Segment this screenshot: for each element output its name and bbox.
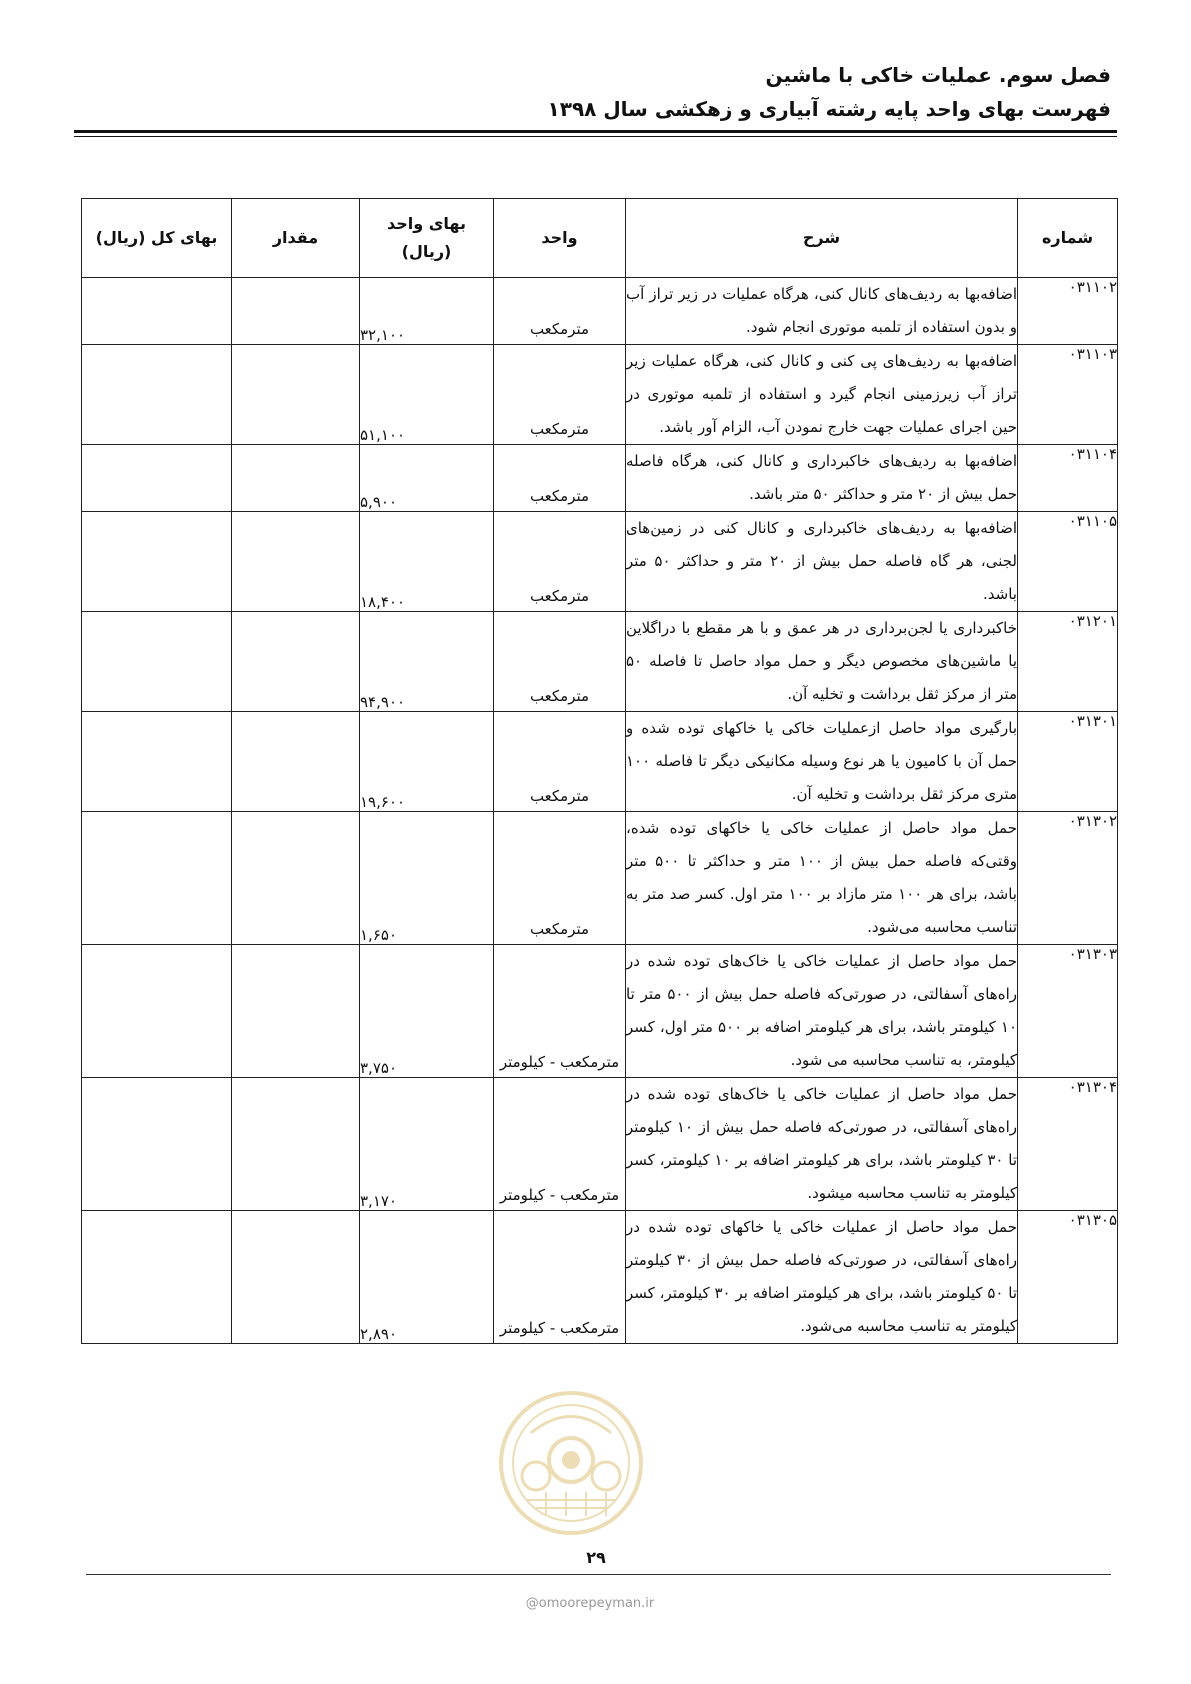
- row-total: [82, 445, 232, 512]
- table-row: [82, 612, 1118, 712]
- row-number: ۰۳۱۳۰۳: [1018, 945, 1118, 1078]
- row-unit-price: ۳,۷۵۰: [360, 945, 494, 1078]
- col-unit-price-header: [360, 199, 494, 278]
- table-row: [82, 1078, 1118, 1211]
- price-table: [81, 198, 1118, 1344]
- row-unit: مترمکعب: [494, 712, 626, 812]
- col-quantity-header: مقدار: [232, 199, 360, 278]
- table-row: [82, 445, 1118, 512]
- row-total: [82, 512, 232, 612]
- row-unit: مترمکعب: [494, 512, 626, 612]
- page-number: ۲۹: [586, 1548, 606, 1567]
- row-total: [82, 812, 232, 945]
- row-total: [82, 278, 232, 345]
- row-total: [82, 1078, 232, 1211]
- row-unit-price: ۱۹,۶۰۰: [360, 712, 494, 812]
- row-unit-price: ۱۸,۴۰۰: [360, 512, 494, 612]
- row-description: اضافه‌بها به ردیف‌های پی کنی و کانال کنی، هرگاه عملیات زیر تراز آب زیرزمینی انجام گیرد و استفاده از تلمبه موتوری در حین اجرای عملیات جهت خارج نمودن آب، الزام آور باشد.: [626, 352, 1017, 436]
- col-unit-header: واحد: [494, 199, 626, 278]
- table-row: [82, 278, 1118, 345]
- row-unit-price: ۳,۱۷۰: [360, 1078, 494, 1211]
- row-number: ۰۳۱۱۰۳: [1018, 345, 1118, 445]
- row-total: [82, 945, 232, 1078]
- table-row: [82, 945, 1118, 1078]
- row-unit: مترمکعب: [494, 445, 626, 512]
- row-quantity: [232, 612, 360, 712]
- unit-price-label: بهای واحد: [386, 214, 466, 233]
- header-rule-thick: [74, 130, 1117, 133]
- table-row: [82, 712, 1118, 812]
- row-description: حمل مواد حاصل از عملیات خاکی یا خاک‌های توده شده در راه‌های آسفالتی، در صورتی‌که فاصله حمل بیش از ۵۰۰ متر تا ۱۰ کیلومتر باشد، برای هر کیلومتر اضافه بر ۵۰۰ متر اول، کسر کیلومتر، به تناسب محاسبه می شود.: [626, 952, 1018, 1069]
- row-number: ۰۳۱۲۰۱: [1018, 612, 1118, 712]
- header-rule-thin: [74, 136, 1117, 137]
- row-number: ۰۳۱۳۰۴: [1018, 1078, 1118, 1211]
- col-description-header: شرح: [626, 199, 1018, 278]
- row-number: ۰۳۱۳۰۲: [1018, 812, 1118, 945]
- col-number-header: شماره: [1018, 199, 1118, 278]
- row-number: ۰۳۱۱۰۲: [1018, 278, 1118, 345]
- row-quantity: [232, 445, 360, 512]
- row-unit-price: ۲,۸۹۰: [360, 1211, 494, 1344]
- row-description: حمل مواد حاصل از عملیات خاکی یا خاک‌های توده شده در راه‌های آسفالتی، در صورتی‌که فاصله حمل بیش از ۱۰ کیلومتر تا ۳۰ کیلومتر باشد، برای هر کیلومتر اضافه بر ۱۰ کیلومتر، کسر کیلومتر به تناسب محاسبه میشود.: [626, 1085, 1017, 1202]
- row-quantity: [232, 1211, 360, 1344]
- chapter-title: فصل سوم. عملیات خاکی با ماشین: [765, 63, 1111, 87]
- row-unit-price: ۵,۹۰۰: [360, 445, 494, 512]
- col-total-header: بهای کل (ریال): [82, 199, 232, 278]
- row-unit: مترمکعب: [494, 278, 626, 345]
- row-total: [82, 712, 232, 812]
- unit-price-currency: (ریال): [401, 242, 452, 261]
- row-unit-price: ۱,۶۵۰: [360, 812, 494, 945]
- website-watermark: @omoorepeyman.ir: [525, 1596, 655, 1611]
- row-number: ۰۳۱۳۰۵: [1018, 1211, 1118, 1344]
- row-total: [82, 345, 232, 445]
- row-unit: مترمکعب - کیلومتر: [494, 1078, 626, 1211]
- row-description: اضافه‌بها به ردیف‌های کانال کنی، هرگاه عملیات در زیر تراز آب و بدون استفاده از تلمبه موتوری انجام شود.: [626, 285, 1017, 336]
- row-description: اضافه‌بها به ردیف‌های خاکبرداری و کانال کنی در زمین‌های لجنی، هر گاه فاصله حمل بیش از ۲۰ متر و حداکثر ۵۰ متر باشد.: [626, 519, 1017, 603]
- row-description: خاکبرداری یا لجن‌برداری در هر عمق و با هر مقطع با دراگلاین یا ماشین‌های مخصوص دیگر و حمل مواد حاصل تا فاصله ۵۰ متر از مرکز ثقل برداشت و تخلیه آن.: [626, 619, 1017, 703]
- table-row: [82, 512, 1118, 612]
- row-quantity: [232, 812, 360, 945]
- row-unit: مترمکعب - کیلومتر: [494, 1211, 626, 1344]
- row-number: ۰۳۱۱۰۴: [1018, 445, 1118, 512]
- document-subtitle: فهرست بهای واحد پایه رشته آبیاری و زهکشی سال ۱۳۹۸: [547, 97, 1111, 121]
- row-description: اضافه‌بها به ردیف‌های خاکبرداری و کانال کنی، هرگاه فاصله حمل بیش از ۲۰ متر و حداکثر ۵۰ متر باشد.: [626, 452, 1017, 503]
- row-total: [82, 612, 232, 712]
- row-description: بارگیری مواد حاصل ازعملیات خاکی یا خاکهای توده شده و حمل آن با کامیون یا هر نوع وسیله مکانیکی دیگر تا فاصله ۱۰۰ متری مرکز ثقل برداشت و تخلیه آن.: [626, 719, 1017, 803]
- page-header: [71, 58, 1111, 126]
- row-number: ۰۳۱۳۰۱: [1018, 712, 1118, 812]
- table-row: [82, 812, 1118, 945]
- row-unit: مترمکعب: [494, 812, 626, 945]
- footer-rule: [86, 1574, 1111, 1575]
- row-quantity: [232, 512, 360, 612]
- row-quantity: [232, 1078, 360, 1211]
- row-unit-price: ۹۴,۹۰۰: [360, 612, 494, 712]
- row-unit: مترمکعب: [494, 612, 626, 712]
- row-quantity: [232, 345, 360, 445]
- row-description: حمل مواد حاصل از عملیات خاکی یا خاکهای توده شده در راه‌های آسفالتی، در صورتی‌که فاصله حمل بیش از ۳۰ کیلومتر تا ۵۰ کیلومتر باشد، برای هر کیلومتر اضافه بر ۳۰ کیلومتر، کسر کیلومتر به تناسب محاسبه می‌شود.: [626, 1218, 1017, 1335]
- table-row: [82, 1211, 1118, 1344]
- table-row: [82, 345, 1118, 445]
- row-quantity: [232, 278, 360, 345]
- table-header-row: [82, 199, 1118, 278]
- row-quantity: [232, 712, 360, 812]
- row-unit: مترمکعب: [494, 345, 626, 445]
- row-total: [82, 1211, 232, 1344]
- row-quantity: [232, 945, 360, 1078]
- row-unit-price: ۵۱,۱۰۰: [360, 345, 494, 445]
- row-description: حمل مواد حاصل از عملیات خاکی یا خاکهای توده شده، وقتی‌که فاصله حمل بیش از ۱۰۰ متر و حداکثر تا ۵۰۰ متر باشد، برای هر ۱۰۰ متر مازاد بر ۱۰۰ متر اول. کسر صد متر به تناسب محاسبه می‌شود.: [626, 819, 1017, 936]
- seal-logo-icon: [496, 1388, 646, 1538]
- row-number: ۰۳۱۱۰۵: [1018, 512, 1118, 612]
- row-unit: مترمکعب - کیلومتر: [494, 945, 626, 1078]
- row-unit-price: ۳۲,۱۰۰: [360, 278, 494, 345]
